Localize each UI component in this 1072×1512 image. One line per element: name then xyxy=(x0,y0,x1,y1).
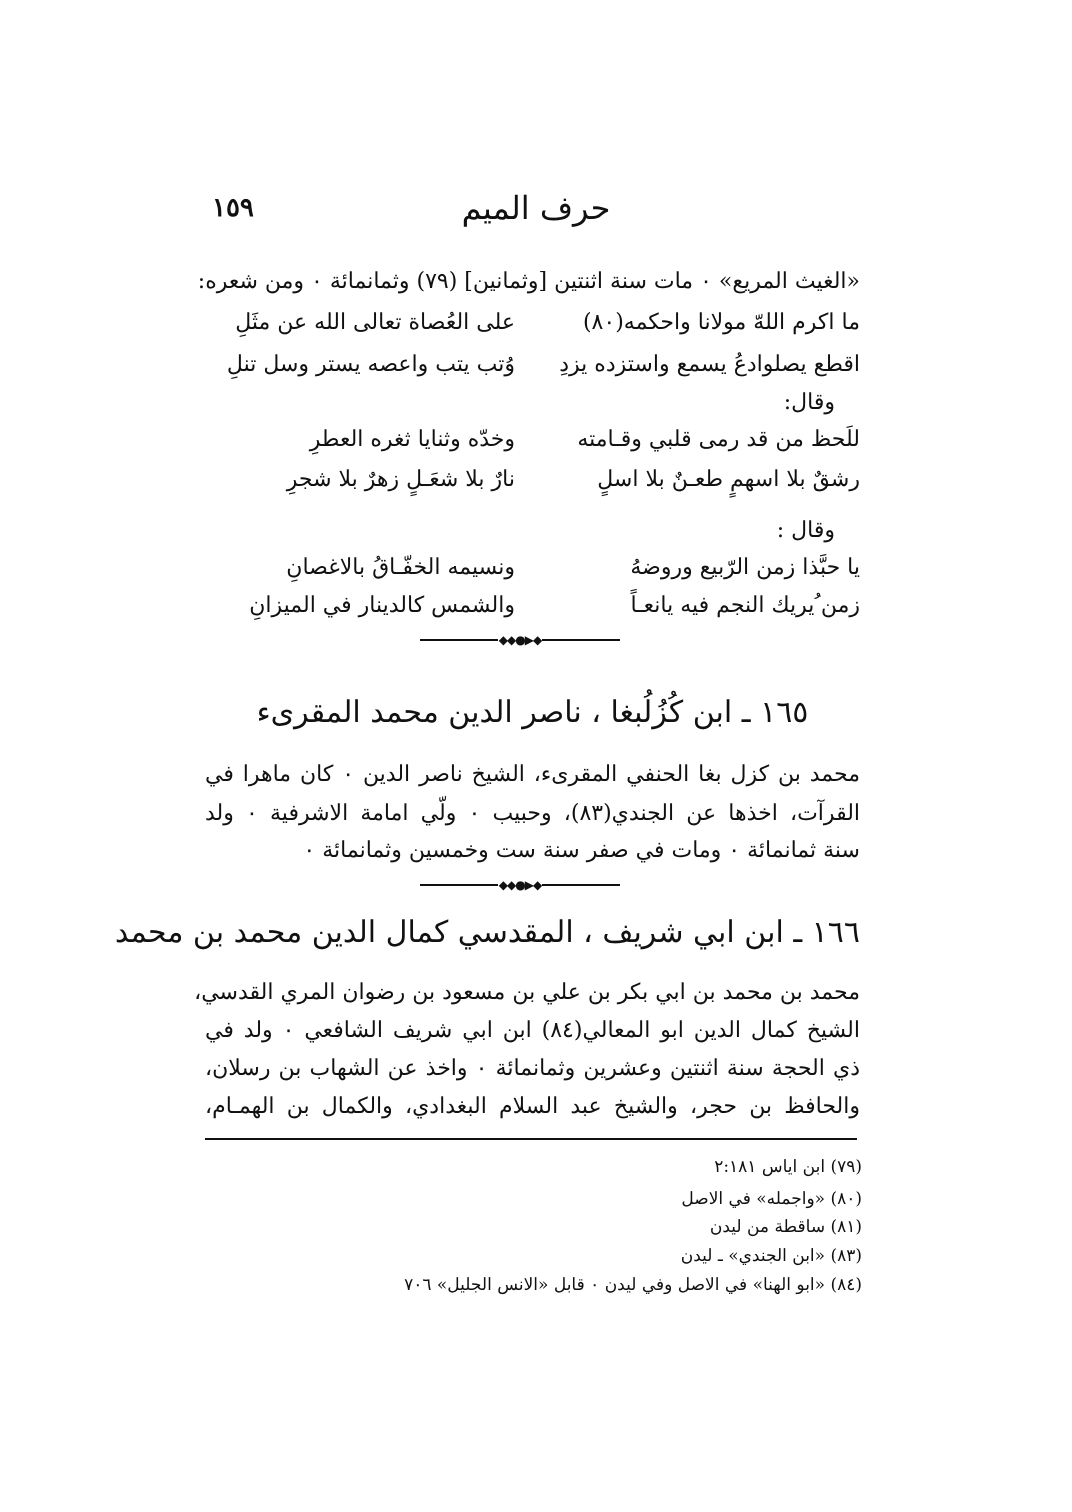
poem1-verse xyxy=(205,347,860,383)
section-divider-ornament xyxy=(420,633,620,647)
verse-first-hemistich: يا حبَّذا زمن الرّبيع وروضهُ xyxy=(630,555,860,580)
poem3-verse xyxy=(205,550,860,586)
verse-first-hemistich: اقطع يصلوادعُ يسمع واستزده يزدِ xyxy=(559,352,860,377)
entry-165-line: محمد بن كزل بغا الحنفي المقرىء، الشيخ ناصر الدين ٠ كان ماهرا في xyxy=(205,762,860,787)
verse-second-hemistich: على العُصاة تعالى الله عن مثَلِ xyxy=(235,310,515,335)
entry-166-heading: ١٦٦ ـ ابن ابي شريف ، المقدسي كمال الدين محمد بن محمد xyxy=(114,915,860,950)
section-divider-ornament xyxy=(420,878,620,892)
entry-165-line: القرآت، اخذها عن الجندي(٨٣)، وحبيب ٠ ولّي امامة الاشرفية ٠ ولد xyxy=(205,801,861,826)
verse-second-hemistich: ونسيمه الخفّـاقُ بالاغصانِ xyxy=(286,555,515,580)
entry-166-line: والحافظ بن حجر، والشيخ عبد السلام البغدادي، والكمال بن الهمـام، xyxy=(205,1094,860,1119)
divider-knot-icon: ◆◆●▶◆ xyxy=(498,633,542,647)
entry-166-line: ذي الحجة سنة اثنتين وعشرين وثمانمائة ٠ واخذ عن الشهاب بن رسلان، xyxy=(205,1056,860,1081)
qala-intro: وقال: xyxy=(783,390,835,415)
running-title: حرف الميم xyxy=(461,189,611,227)
page-number: ١٥٩ xyxy=(212,193,254,223)
poem2-verse xyxy=(205,462,860,498)
verse-first-hemistich: للَحظ من قد رمى قلبي وقـامته xyxy=(577,427,860,452)
verse-first-hemistich: رشقٌ بلا اسهمٍ طعـنٌ بلا اسلٍ xyxy=(597,467,860,492)
verse-second-hemistich: وُتب يتب واعصه يستر وسل تنلِ xyxy=(226,352,515,377)
entry-166-line: الشيخ كمال الدين ابو المعالي(٨٤) ابن ابي شريف الشافعي ٠ ولد في xyxy=(205,1018,860,1043)
footnote: (٨٠) «واجمله» في الاصل xyxy=(681,1189,862,1209)
footnote: (٨٤) «ابو الهنا» في الاصل وفي ليدن ٠ قابل «الانس الجليل» ٧٠٦ xyxy=(404,1275,862,1295)
verse-second-hemistich: والشمس كالدينار في الميزانِ xyxy=(249,593,515,618)
footnote: (٧٩) ابن اياس ٢:١٨١ xyxy=(714,1157,862,1177)
entry-165-heading: ١٦٥ ـ ابن كُزُلُبغا ، ناصر الدين محمد المقرىء xyxy=(256,695,809,730)
footnote: (٨٣) «ابن الجندي» ـ ليدن xyxy=(680,1246,862,1266)
continuation-line: «الغيث المريع» ٠ مات سنة اثنتين [وثمانين] (٧٩) وثمانمائة ٠ ومن شعره: xyxy=(197,269,860,294)
verse-second-hemistich: وخدّه وثنايا ثغره العطرِ xyxy=(309,427,515,452)
verse-first-hemistich: ما اكرم اللهّ مولانا واحكمه(٨٠) xyxy=(582,310,860,335)
poem1-verse xyxy=(205,305,860,341)
divider-knot-icon: ◆◆●▶◆ xyxy=(498,878,542,892)
entry-166-line: محمد بن محمد بن ابي بكر بن علي بن مسعود بن رضوان المري القدسي، xyxy=(194,980,860,1005)
verse-first-hemistich: زمن ُيريك النجم فيه يانعـاً xyxy=(630,593,860,618)
verse-second-hemistich: نارٌ بلا شعَـلٍ زهرٌ بلا شجرِ xyxy=(286,467,515,492)
footnote: (٨١) ساقطة من ليدن xyxy=(709,1217,862,1237)
qala-intro: وقال : xyxy=(776,518,835,543)
entry-165-line: سنة ثمانمائة ٠ ومات في صفر سنة ست وخمسين وثمانمائة ٠ xyxy=(303,838,860,863)
poem2-verse xyxy=(205,422,860,458)
footnote-separator xyxy=(205,1138,857,1140)
poem3-verse xyxy=(205,588,860,624)
